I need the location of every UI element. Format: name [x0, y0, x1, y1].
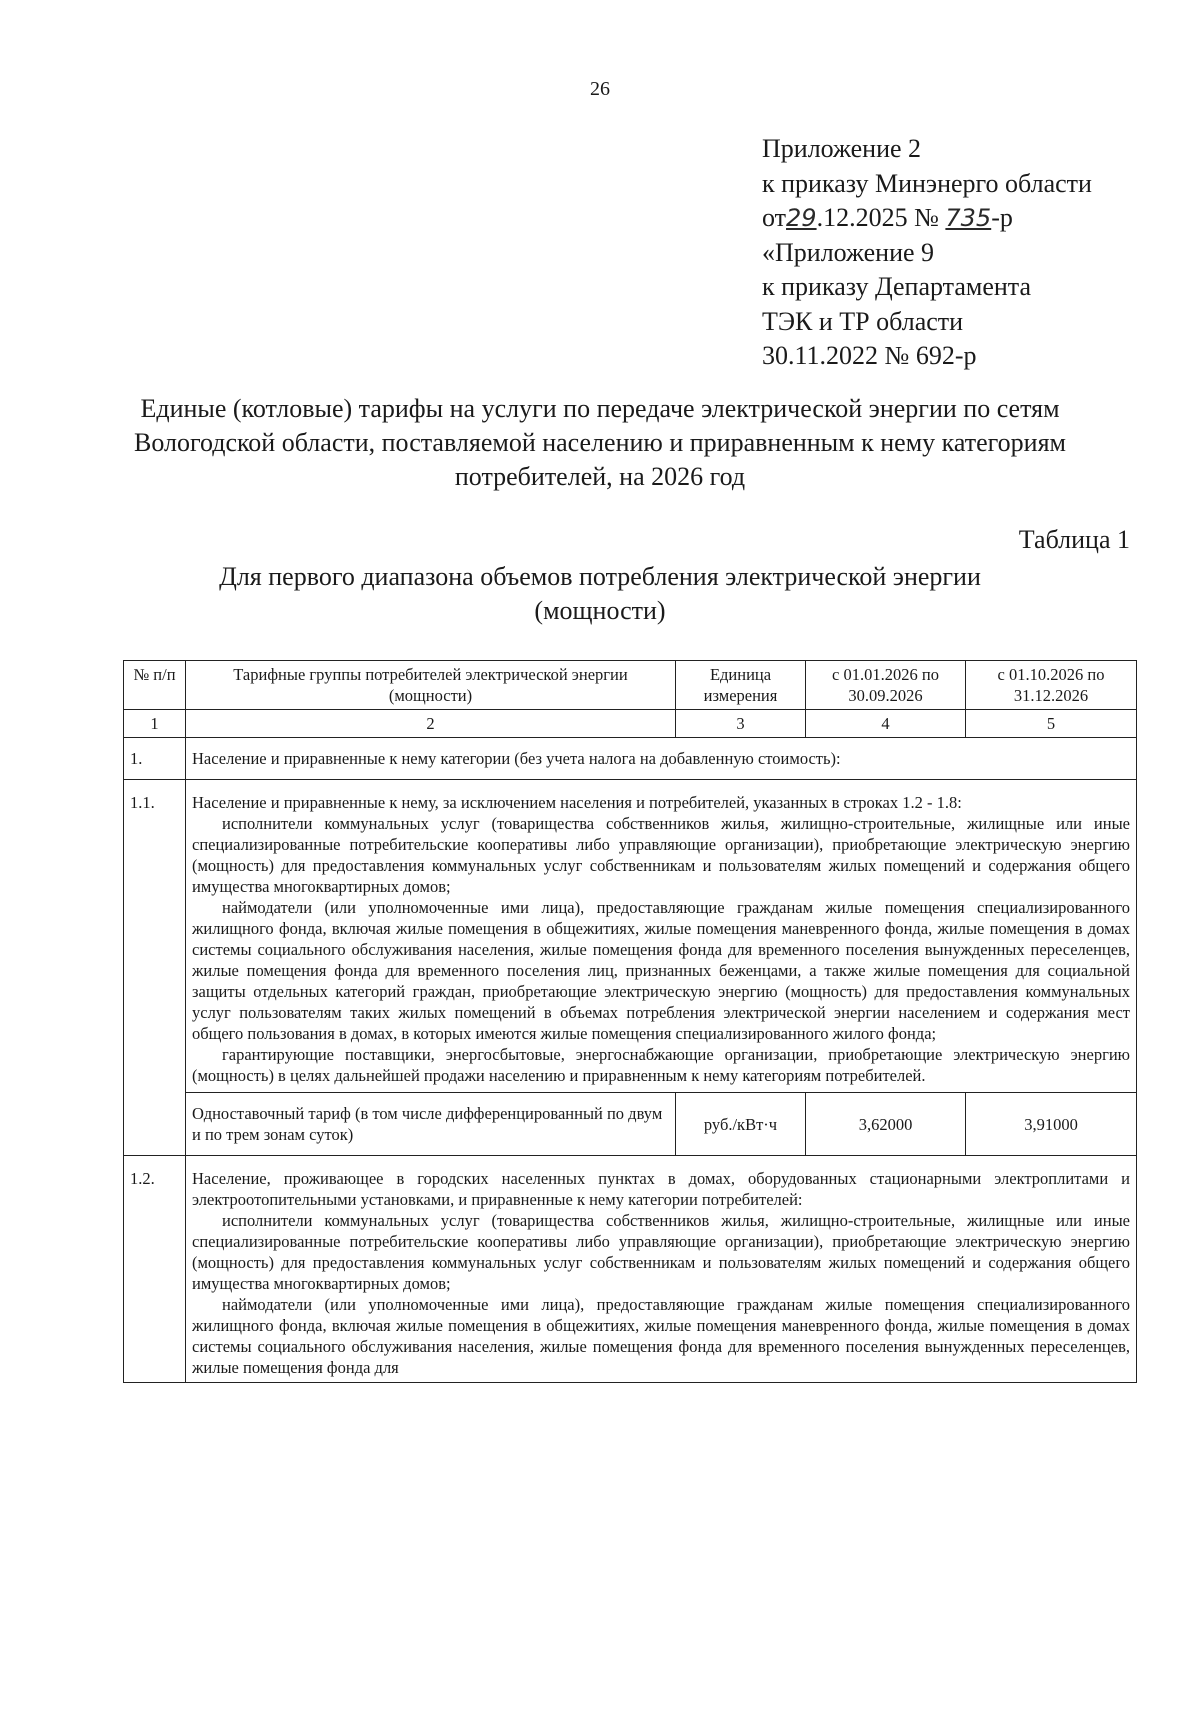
- header-cell: с 01.10.2026 по 31.12.2026: [966, 661, 1137, 710]
- appendix-line-2: к приказу Минэнерго области: [762, 168, 1092, 198]
- tariff-unit: руб./кВт·ч: [676, 1093, 806, 1156]
- appendix-line-5: к приказу Департамента: [762, 272, 1032, 301]
- appendix-line-1: Приложение 2: [762, 134, 922, 163]
- appendix-line-7: 30.11.2022 № 692-р: [762, 341, 977, 370]
- table-subtitle: Для первого диапазона объемов потребления электрической энергии (мощности): [219, 562, 981, 625]
- column-number: 4: [806, 710, 966, 738]
- page-number: 26: [590, 78, 610, 100]
- header-cell: № п/п: [124, 661, 186, 710]
- date-rest: .12.2025 №: [816, 203, 939, 232]
- handwritten-day: 29: [786, 204, 817, 232]
- document-title: Единые (котловые) тарифы на услуги по передаче электрической энергии по сетям Вологодской области, поставляемой населению и приравненным к нему категориям потребителей, на 2026 год: [133, 394, 1066, 491]
- tariff-table: [123, 660, 1137, 1383]
- header-cell: Тарифные группы потребителей электрической энергии (мощности): [186, 661, 676, 710]
- header-cell: с 01.01.2026 по 30.09.2026: [806, 661, 966, 710]
- tariff-label: Одноставочный тариф (в том числе дифференцированный по двум и по трем зонам суток): [186, 1093, 676, 1156]
- row-description: [186, 1156, 1137, 1383]
- appendix-line-4: «Приложение 9: [762, 237, 935, 267]
- table-row: [124, 780, 1137, 1093]
- column-number: 5: [966, 710, 1137, 738]
- column-number: 2: [186, 710, 676, 738]
- table-row: [124, 738, 1137, 780]
- row-intro: Население, проживающее в городских населенных пунктах в домах, оборудованных стационарными электроплитами и электроотопительными установками, и приравненные к нему категории потребителей:: [192, 1169, 1130, 1209]
- appendix-date-line: [762, 201, 1092, 236]
- column-number: 3: [676, 710, 806, 738]
- handwritten-order-number: 735: [945, 204, 992, 232]
- appendix-line-6: ТЭК и ТР области: [762, 306, 964, 336]
- table-row: [124, 1156, 1137, 1383]
- tariff-value-period-1: 3,62000: [806, 1093, 966, 1156]
- table-label: Таблица 1: [1018, 525, 1130, 554]
- column-number: 1: [124, 710, 186, 738]
- row-paragraph: гарантирующие поставщики, энергосбытовые, энергоснабжающие организации, приобретающие электрическую энергию (мощность) в целях дальнейшей продажи населению и приравненным к нему категориям потребителей.: [192, 1045, 1130, 1085]
- row-number: 1.: [124, 738, 186, 780]
- table-header-row: [124, 661, 1137, 710]
- appendix-block: [762, 132, 1092, 374]
- row-paragraph: наймодатели (или уполномоченные ими лица), предоставляющие гражданам жилые помещения специализированного жилищного фонда, включая жилые помещения в общежитиях, жилые помещения маневренного фонда, жилые помещения в домах системы социального обслуживания населения, жилые помещения фонда для временного поселения вынужденных переселенцев, жилые помещения фонда для временного поселения лиц, признанных беженцами, а также жилые помещения для социальной защиты отдельных категорий граждан, приобретающие электрическую энергию (мощность) для предоставления коммунальных услуг пользователям таких жилых помещений в объемах потребления электрической энергии населением и содержания мест общего пользования в домах, в которых имеются жилые помещения специализированного жилого фонда;: [192, 898, 1130, 1043]
- row-description: [186, 780, 1137, 1093]
- row-paragraph: исполнители коммунальных услуг (товарищества собственников жилья, жилищно-строительные, жилищные или иные специализированные потребительские кооперативы либо управляющие организации), приобретающие электрическую энергию (мощность) для предоставления коммунальных услуг собственникам и пользователям жилых помещений и содержания общего имущества многоквартирных домов;: [192, 814, 1130, 896]
- order-suffix: -р: [991, 203, 1013, 232]
- row-number: 1.1.: [124, 780, 186, 1156]
- column-number-row: [124, 710, 1137, 738]
- section-heading: Население и приравненные к нему категории (без учета налога на добавленную стоимость):: [186, 738, 1137, 780]
- row-paragraph: исполнители коммунальных услуг (товарищества собственников жилья, жилищно-строительные, жилищные или иные специализированные потребительские кооперативы либо управляющие организации), приобретающие электрическую энергию (мощность) для предоставления коммунальных услуг собственникам и пользователям жилых помещений и содержания общего имущества многоквартирных домов;: [192, 1211, 1130, 1293]
- tariff-value-period-2: 3,91000: [966, 1093, 1137, 1156]
- date-prefix: от: [762, 203, 787, 232]
- row-intro: Население и приравненные к нему, за исключением населения и потребителей, указанных в строках 1.2 - 1.8:: [192, 793, 962, 812]
- header-cell: Единица измерения: [676, 661, 806, 710]
- tariff-row: [124, 1093, 1137, 1156]
- row-number: 1.2.: [124, 1156, 186, 1383]
- row-paragraph: наймодатели (или уполномоченные ими лица), предоставляющие гражданам жилые помещения специализированного жилищного фонда, включая жилые помещения в общежитиях, жилые помещения маневренного фонда, жилые помещения в домах системы социального обслуживания населения, жилые помещения фонда для временного поселения вынужденных переселенцев, жилые помещения фонда для: [192, 1295, 1130, 1377]
